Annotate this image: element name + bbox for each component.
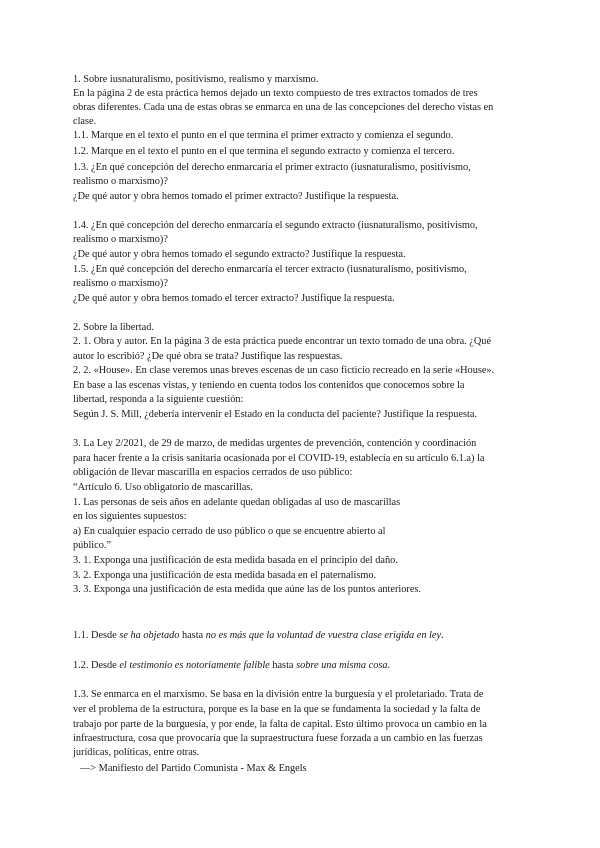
question-3-2: 3. 2. Exponga una justificación de esta medida basada en el paternalismo.: [73, 570, 377, 581]
section3-intro-line: obligación de llevar mascarilla en espacios cerrados de uso público:: [73, 467, 353, 478]
question-2-2-cont: En base a las escenas vistas, y teniendo en cuenta todos los contenidos que conocemos sobre la: [73, 380, 465, 391]
question-1-4-b: ¿De qué autor y obra hemos tomado el segundo extracto? Justifique la respuesta.: [73, 249, 406, 260]
answer-1-3-line: ver el problema de la estructura, porque es la base en la que se fundamenta la sociedad y la falta de: [73, 704, 481, 715]
section1-intro-line: clase.: [73, 116, 97, 127]
answer-1-1-mid: hasta: [179, 630, 206, 641]
section2-heading: 2. Sobre la libertad.: [73, 322, 154, 333]
answer-1-2-end: sobre una misma cosa: [296, 660, 388, 671]
section1-heading: 1. Sobre iusnaturalismo, positivismo, realismo y marxismo.: [73, 74, 319, 85]
question-1-3-cont: realismo o marxismo)?: [73, 176, 168, 187]
answer-1-1-start: se ha objetado: [119, 630, 180, 641]
question-2-2-cont: Según J. S. Mill, ¿debería intervenir el Estado en la conducta del paciente? Justifique la respuesta.: [73, 409, 478, 420]
question-1-4-cont: realismo o marxismo)?: [73, 234, 168, 245]
law-quote-line: “Artículo 6. Uso obligatorio de mascarillas.: [73, 482, 253, 493]
answer-1-2-start: el testimonio es notoriamente falible: [119, 660, 270, 671]
question-1-4: 1.4. ¿En qué concepción del derecho enmarcaría el segundo extracto (iusnaturalismo, positivismo,: [73, 220, 478, 231]
answer-1-1: [73, 629, 444, 643]
question-2-1: 2. 1. Obra y autor. En la página 3 de esta práctica puede encontrar un texto tomado de una obra. ¿Qué: [73, 336, 492, 347]
question-2-1-cont: autor lo escribió? ¿De qué obra se trata? Justifique las respuestas.: [73, 351, 343, 362]
question-2-2: 2. 2. «House». En clase veremos unas breves escenas de un caso ficticio recreado en la serie «House».: [73, 365, 495, 376]
answer-1-3-line: infraestructura, cosa que provocaría que la supraestructura fuese forzada a un cambio en las fuerzas: [73, 733, 483, 744]
question-1-5-cont: realismo o marxismo)?: [73, 278, 168, 289]
law-quote-line: público.”: [73, 540, 112, 551]
answer-1-2-prefix: 1.2. Desde: [73, 660, 120, 671]
law-quote-line: 1. Las personas de seis años en adelante quedan obligadas al uso de mascarillas: [73, 497, 401, 508]
answer-1-1-end: no es más que la voluntad de vuestra clase erigida en ley: [205, 630, 442, 641]
question-1-3: 1.3. ¿En qué concepción del derecho enmarcaría el primer extracto (iusnaturalismo, positivismo,: [73, 162, 471, 173]
law-quote-line: a) En cualquier espacio cerrado de uso público o que se encuentre abierto al: [73, 526, 386, 537]
law-quote-line: en los siguientes supuestos:: [73, 511, 187, 522]
section1-intro-line: En la página 2 de esta práctica hemos dejado un texto compuesto de tres extractos tomados de tres: [73, 88, 478, 99]
question-1-3-b: ¿De qué autor y obra hemos tomado el primer extracto? Justifique la respuesta.: [73, 191, 399, 202]
answer-1-2-mid: hasta: [269, 660, 297, 671]
answer-1-2: [73, 659, 390, 673]
answer-1-1-post: .: [441, 630, 444, 641]
question-3-3: 3. 3. Exponga una justificación de esta medida que aúne las de los puntos anteriores.: [73, 584, 421, 595]
section3-intro-line: 3. La Ley 2/2021, de 29 de marzo, de medidas urgentes de prevención, contención y coordinación: [73, 438, 477, 449]
question-1-1: 1.1. Marque en el texto el punto en el que termina el primer extracto y comienza el segundo.: [73, 130, 454, 141]
answer-1-3-line: jurídicas, políticas, entre otras.: [73, 747, 200, 758]
question-1-2: 1.2. Marque en el texto el punto en el que termina el segundo extracto y comienza el tercero.: [73, 146, 455, 157]
question-2-2-cont: libertad, responda a la siguiente cuestión:: [73, 394, 244, 405]
question-1-5: 1.5. ¿En qué concepción del derecho enmarcaría el tercer extracto (iusnaturalismo, positivismo,: [73, 264, 467, 275]
answer-1-3-line: 1.3. Se enmarca en el marxismo. Se basa en la división entre la burguesía y el proletariado. Trata de: [73, 689, 484, 700]
answer-1-2-post: .: [387, 660, 391, 671]
question-3-1: 3. 1. Exponga una justificación de esta medida basada en el principio del daño.: [73, 555, 398, 566]
section3-intro-line: para hacer frente a la crisis sanitaria ocasionada por el COVID-19, establecía en su artículo 6.1.a) la: [73, 453, 485, 464]
answer-1-1-prefix: 1.1. Desde: [73, 630, 120, 641]
section1-intro-line: obras diferentes. Cada una de estas obras se enmarca en una de las concepciones del derecho vistas en: [73, 102, 494, 113]
question-1-5-b: ¿De qué autor y obra hemos tomado el tercer extracto? Justifique la respuesta.: [73, 293, 395, 304]
answer-1-3-line: trabajo por parte de la burguesía, y por ende, la falta de capital. Esto último provoca un cambio en la: [73, 719, 487, 730]
answer-1-3-reference: —> Manifiesto del Partido Comunista - Max & Engels: [80, 763, 307, 774]
